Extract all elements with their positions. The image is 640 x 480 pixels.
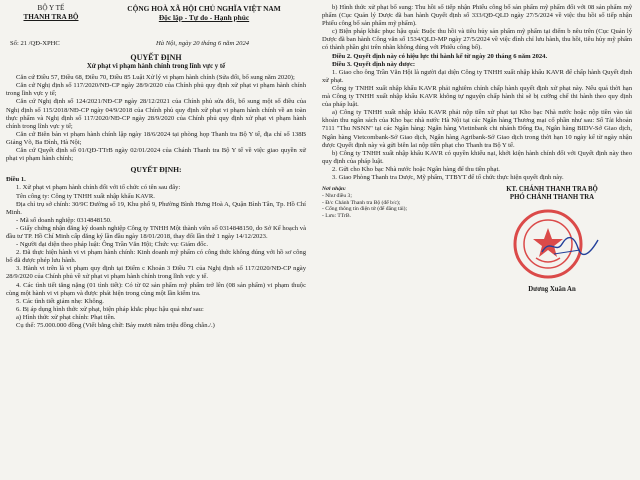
sanction-paragraph: c) Biện pháp khắc phục hậu quả: Buộc thu hồi và tiêu hủy sản phẩm mỹ phẩm tại điểm b nêu trên (Cục Quản lý Dược đã ban hành Công văn số 1534/QLD-MP ngày 27/5/2024 về việc đình chỉ lưu hành, thu hồi, tiêu hủy mỹ phẩm có thành phần ghi trên nhãn không đúng với Phiếu công bố).	[322, 28, 632, 52]
article-1-line: - Giấy chứng nhận đăng ký doanh nghiệp Công ty TNHH Một thành viên số 0314848150, do Sở Kế hoạch và đầu tư TP. Hồ Chí Minh cấp đăng ký lần đầu ngày 18/01/2018, thay đổi lần thứ 1 ngày 14/12/2023.	[6, 224, 306, 240]
signer-authority: KT. CHÁNH THANH TRA BỘ	[506, 186, 598, 194]
nation-name: CỘNG HOÀ XÃ HỘI CHỦ NGHĨA VIỆT NAM	[127, 4, 281, 13]
article-3-line: 3. Giao Phòng Thanh tra Dược, Mỹ phẩm, TTBYT để tổ chức thực hiện quyết định này.	[332, 173, 564, 181]
article-1-line: Địa chỉ trụ sở chính: 30/9C Đường số 19, Khu phố 9, Phường Bình Hưng Hoà A, Quận Bình Tân, Tp. Hồ Chí Minh.	[6, 200, 306, 216]
signer-name: Dương Xuân An	[528, 286, 576, 294]
recipient-item: - Như điều 3;	[322, 192, 352, 199]
article-3-line: 1. Giao cho ông Trần Văn Hội là người đại diện Công ty TNHH xuất nhập khẩu KAVR để chấp hành Quyết định xử phạt.	[322, 68, 632, 84]
article-1-line: 5. Các tình tiết giảm nhẹ: Không.	[16, 297, 104, 305]
article-3-heading: Điều 3. Quyết định này được:	[332, 60, 416, 68]
article-1-line: a) Hình thức xử phạt chính: Phạt tiền.	[16, 313, 116, 321]
article-3-line: Công ty TNHH xuất nhập khẩu KAVR phải nghiêm chỉnh chấp hành quyết định xử phạt này. Nếu quá thời hạn mà Công ty TNHH xuất nhập khẩu KAVR không tự nguyện chấp hành thì sẽ bị cưỡng chế thi hành theo quy định của pháp luật.	[322, 84, 632, 109]
article-1-line: - Mã số doanh nghiệp: 0314848150.	[16, 216, 112, 224]
signature-block	[322, 186, 632, 306]
recipient-item: - Cổng thông tin điện tử (để đăng tải);	[322, 206, 408, 213]
article-1-line: - Người đại diện theo pháp luật: Ông Trần Văn Hội; Chức vụ: Giám đốc.	[16, 241, 209, 249]
recipients-list	[322, 186, 462, 220]
signer-position: PHÓ CHÁNH THANH TRA	[509, 194, 595, 202]
article-1-line: 4. Các tình tiết tăng nặng (01 tình tiết): Có từ 02 sản phẩm mỹ phẩm trở lên (08 sản phẩm) vi phạm thuộc cùng một hành vi vi phạm và được phát hiện trong cùng một lần kiểm tra.	[6, 281, 306, 297]
legal-basis: Căn cứ Quyết định số 01/QĐ-TTrB ngày 02/01/2024 của Chánh Thanh tra Bộ Y tế về việc giao quyền xử phạt vi phạm hành chính;	[6, 147, 306, 163]
place-date: Hà Nội, ngày 20 tháng 6 năm 2024	[156, 40, 250, 47]
legal-basis: Căn cứ Nghị định số 117/2020/NĐ-CP ngày 28/9/2020 của Chính phủ quy định xử phạt vi phạm hành chính trong lĩnh vực y tế;	[6, 82, 306, 98]
sanction-paragraph: b) Hình thức xử phạt bổ sung: Thu hồi số tiếp nhận Phiếu công bố sản phẩm mỹ phẩm đối với 08 sản phẩm mỹ phẩm (Cục Quản lý Dược đã ban hành Quyết định số 333/QĐ-QLD ngày 27/5/2024 về việc thu hồi số tiếp nhận Phiếu công bố sản phẩm mỹ phẩm).	[322, 4, 632, 28]
article-1-line: 3. Hành vi trên là vi phạm quy định tại Điểm c Khoản 3 Điều 71 của Nghị định số 117/2020/NĐ-CP ngày 28/9/2020 của Chính phủ về xử phạt vi phạm hành chính trong lĩnh vực y tế.	[6, 265, 306, 281]
article-1-line: Cụ thể: 75.000.000 đồng (Viết bằng chữ: Bảy mươi năm triệu đồng chẵn./.)	[16, 322, 215, 329]
document-header	[6, 4, 306, 52]
article-1-line: Tên công ty: Công ty TNHH xuất nhập khẩu KAVR.	[16, 192, 155, 200]
national-motto: Độc lập - Tự do - Hạnh phúc	[158, 13, 250, 22]
decides-heading: QUYẾT ĐỊNH:	[130, 165, 182, 175]
article-1-heading: Điều 1.	[6, 176, 26, 184]
legal-basis: Căn cứ Điều 57, Điều 68, Điều 70, Điều 85 Luật Xử lý vi phạm hành chính (Sửa đổi, bổ sung năm 2020);	[16, 74, 295, 82]
recipient-item: - Lưu: TTrB.	[322, 213, 351, 220]
issuing-agency	[6, 4, 96, 22]
article-3-line: b) Công ty TNHH xuất nhập khẩu KAVR có quyền khiếu nại, khởi kiện hành chính đối với Quyết định này theo quy định của pháp luật.	[322, 149, 632, 165]
document-number: Số: 21 /QĐ-XPHC	[10, 40, 60, 47]
article-3-line: 2. Gửi cho Kho bạc Nhà nước hoặc Ngân hàng để thu tiền phạt.	[332, 165, 500, 173]
article-1-line: 1. Xử phạt vi phạm hành chính đối với tổ chức có tên sau đây:	[16, 184, 181, 192]
document-title: QUYẾT ĐỊNH	[130, 53, 182, 62]
right-column	[322, 0, 632, 480]
article-1-line: 2. Đã thực hiện hành vi vi phạm hành chính: Kinh doanh mỹ phẩm có công thức không đúng với hồ sơ công bố đã được phép lưu hành.	[6, 249, 306, 265]
document-subtitle: Xử phạt vi phạm hành chính trong lĩnh vực y tế	[86, 63, 226, 71]
article-3-line: a) Công ty TNHH xuất nhập khẩu KAVR phải nộp tiền xử phạt tại Kho bạc Nhà nước hoặc nộp tiền vào tài khoản thu ngân sách của Kho bạc nhà nước Hà Nội tại các Ngân hàng Thương mại cổ phần như sau: Số Tài khoản 7111 "Thu NSNN" tại các Ngân hàng: Ngân hàng Vietinbank chi nhánh Đống Đa, Ngân hàng BIDV-Sở Giao dịch, Ngân hàng Vietcombank-Sở Giao dịch, Ngân hàng Agribank-Sở Giao dịch trong thời hạn 10 ngày kể từ ngày nhận được Quyết định này và gửi biên lai nộp tiền phạt cho Thanh tra Bộ Y tế.	[322, 109, 632, 149]
recipients-label: Nơi nhận:	[322, 186, 346, 193]
left-column	[6, 0, 306, 480]
legal-basis: Căn cứ Nghị định số 124/2021/NĐ-CP ngày 28/12/2021 của Chính phủ sửa đổi, bổ sung một số điều của Nghị định số 115/2018/NĐ-CP ngày 04/9/2018 của Chính phủ quy định xử phạt vi phạm hành chính về an toàn thực phẩm và Nghị định số 117/2020/NĐ-CP ngày 28/9/2020 của Chính phủ quy định xử phạt vi phạm hành chính trong lĩnh vực y tế;	[6, 98, 306, 130]
national-heading	[104, 4, 304, 22]
ministry-name: BỘ Y TẾ	[37, 4, 65, 12]
legal-basis: Căn cứ Biên bản vi phạm hành chính lập ngày 18/6/2024 tại phòng họp Thanh tra Bộ Y tế, địa chỉ số 138B Giảng Võ, Ba Đình, Hà Nội;	[6, 130, 306, 146]
signer-title	[472, 186, 632, 202]
recipient-item: - Đ/c Chánh Thanh tra Bộ (để b/c);	[322, 199, 401, 206]
agency-name: THANH TRA BỘ	[23, 13, 79, 21]
article-1-line: 6. Bị áp dụng hình thức xử phạt, biện pháp khắc phục hậu quả như sau:	[16, 305, 204, 313]
handwritten-signature	[540, 234, 600, 258]
article-2: Điều 2. Quyết định này có hiệu lực thi hành kể từ ngày 20 tháng 6 năm 2024.	[332, 52, 548, 60]
